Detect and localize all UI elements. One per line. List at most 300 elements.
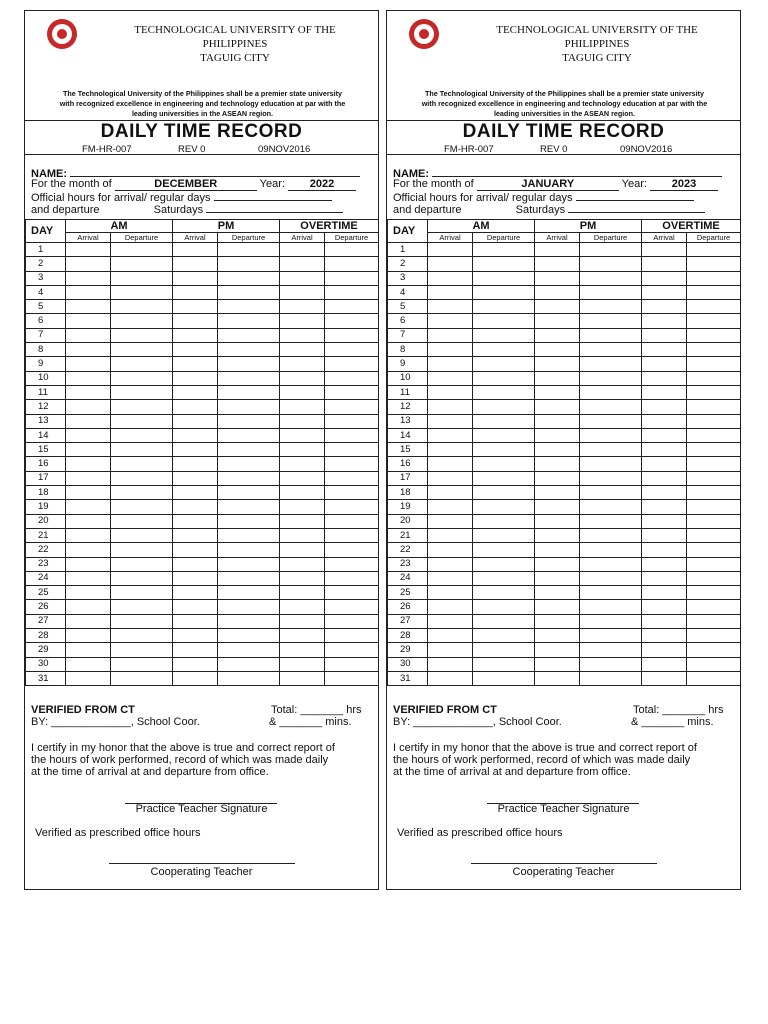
time-entry-cell[interactable] — [280, 543, 325, 557]
time-entry-cell[interactable] — [173, 486, 218, 500]
cooperating-teacher-signature-line[interactable] — [471, 863, 657, 864]
time-entry-cell[interactable] — [280, 571, 325, 585]
time-entry-cell[interactable] — [66, 600, 111, 614]
time-entry-cell[interactable] — [473, 557, 535, 571]
saturdays-field[interactable] — [206, 202, 343, 213]
time-entry-cell[interactable] — [173, 600, 218, 614]
time-entry-cell[interactable] — [535, 614, 580, 628]
time-entry-cell[interactable] — [687, 471, 741, 485]
time-entry-cell[interactable] — [642, 543, 687, 557]
time-entry-cell[interactable] — [580, 571, 642, 585]
time-entry-cell[interactable] — [173, 357, 218, 371]
time-entry-cell[interactable] — [173, 657, 218, 671]
time-entry-cell[interactable] — [535, 285, 580, 299]
time-entry-cell[interactable] — [580, 357, 642, 371]
time-entry-cell[interactable] — [473, 514, 535, 528]
time-entry-cell[interactable] — [66, 486, 111, 500]
time-entry-cell[interactable] — [66, 357, 111, 371]
time-entry-cell[interactable] — [535, 385, 580, 399]
time-entry-cell[interactable] — [580, 343, 642, 357]
time-entry-cell[interactable] — [428, 557, 473, 571]
time-entry-cell[interactable] — [173, 643, 218, 657]
time-entry-cell[interactable] — [325, 486, 379, 500]
time-entry-cell[interactable] — [428, 414, 473, 428]
time-entry-cell[interactable] — [173, 414, 218, 428]
time-entry-cell[interactable] — [111, 257, 173, 271]
time-entry-cell[interactable] — [111, 414, 173, 428]
time-entry-cell[interactable] — [218, 557, 280, 571]
time-entry-cell[interactable] — [428, 257, 473, 271]
time-entry-cell[interactable] — [111, 657, 173, 671]
time-entry-cell[interactable] — [325, 514, 379, 528]
time-entry-cell[interactable] — [280, 514, 325, 528]
time-entry-cell[interactable] — [642, 557, 687, 571]
regular-days-field[interactable] — [214, 190, 332, 201]
time-entry-cell[interactable] — [687, 643, 741, 657]
time-entry-cell[interactable] — [642, 471, 687, 485]
time-entry-cell[interactable] — [218, 528, 280, 542]
time-entry-cell[interactable] — [687, 500, 741, 514]
time-entry-cell[interactable] — [473, 500, 535, 514]
time-entry-cell[interactable] — [111, 600, 173, 614]
time-entry-cell[interactable] — [218, 357, 280, 371]
time-entry-cell[interactable] — [580, 300, 642, 314]
time-entry-cell[interactable] — [473, 414, 535, 428]
time-entry-cell[interactable] — [66, 385, 111, 399]
time-entry-cell[interactable] — [218, 586, 280, 600]
time-entry-cell[interactable] — [428, 271, 473, 285]
time-entry-cell[interactable] — [535, 343, 580, 357]
time-entry-cell[interactable] — [687, 614, 741, 628]
time-entry-cell[interactable] — [111, 357, 173, 371]
time-entry-cell[interactable] — [325, 471, 379, 485]
time-entry-cell[interactable] — [642, 371, 687, 385]
time-entry-cell[interactable] — [428, 400, 473, 414]
time-entry-cell[interactable] — [473, 657, 535, 671]
time-entry-cell[interactable] — [325, 443, 379, 457]
time-entry-cell[interactable] — [173, 243, 218, 257]
time-entry-cell[interactable] — [280, 614, 325, 628]
time-entry-cell[interactable] — [66, 457, 111, 471]
time-entry-cell[interactable] — [111, 314, 173, 328]
time-entry-cell[interactable] — [535, 571, 580, 585]
time-entry-cell[interactable] — [642, 414, 687, 428]
time-entry-cell[interactable] — [642, 385, 687, 399]
time-entry-cell[interactable] — [280, 357, 325, 371]
time-entry-cell[interactable] — [111, 428, 173, 442]
month-value[interactable]: JANUARY — [477, 179, 619, 191]
time-entry-cell[interactable] — [280, 343, 325, 357]
time-entry-cell[interactable] — [535, 643, 580, 657]
time-entry-cell[interactable] — [535, 514, 580, 528]
time-entry-cell[interactable] — [428, 629, 473, 643]
time-entry-cell[interactable] — [642, 586, 687, 600]
time-entry-cell[interactable] — [535, 471, 580, 485]
time-entry-cell[interactable] — [642, 300, 687, 314]
saturdays-field[interactable] — [568, 202, 705, 213]
time-entry-cell[interactable] — [580, 614, 642, 628]
time-entry-cell[interactable] — [111, 471, 173, 485]
time-entry-cell[interactable] — [535, 671, 580, 685]
time-entry-cell[interactable] — [280, 629, 325, 643]
time-entry-cell[interactable] — [325, 657, 379, 671]
time-entry-cell[interactable] — [325, 257, 379, 271]
time-entry-cell[interactable] — [687, 400, 741, 414]
time-entry-cell[interactable] — [66, 428, 111, 442]
time-entry-cell[interactable] — [325, 314, 379, 328]
time-entry-cell[interactable] — [173, 443, 218, 457]
time-entry-cell[interactable] — [111, 528, 173, 542]
time-entry-cell[interactable] — [642, 257, 687, 271]
time-entry-cell[interactable] — [66, 414, 111, 428]
time-entry-cell[interactable] — [580, 400, 642, 414]
time-entry-cell[interactable] — [687, 600, 741, 614]
time-entry-cell[interactable] — [325, 600, 379, 614]
time-entry-cell[interactable] — [111, 486, 173, 500]
time-entry-cell[interactable] — [580, 557, 642, 571]
time-entry-cell[interactable] — [280, 528, 325, 542]
time-entry-cell[interactable] — [218, 343, 280, 357]
time-entry-cell[interactable] — [280, 285, 325, 299]
time-entry-cell[interactable] — [173, 343, 218, 357]
time-entry-cell[interactable] — [580, 371, 642, 385]
time-entry-cell[interactable] — [280, 243, 325, 257]
time-entry-cell[interactable] — [687, 671, 741, 685]
time-entry-cell[interactable] — [66, 471, 111, 485]
time-entry-cell[interactable] — [428, 371, 473, 385]
time-entry-cell[interactable] — [325, 500, 379, 514]
time-entry-cell[interactable] — [218, 671, 280, 685]
time-entry-cell[interactable] — [218, 300, 280, 314]
time-entry-cell[interactable] — [535, 428, 580, 442]
time-entry-cell[interactable] — [173, 285, 218, 299]
time-entry-cell[interactable] — [173, 300, 218, 314]
time-entry-cell[interactable] — [111, 285, 173, 299]
time-entry-cell[interactable] — [325, 643, 379, 657]
time-entry-cell[interactable] — [218, 257, 280, 271]
time-entry-cell[interactable] — [535, 486, 580, 500]
time-entry-cell[interactable] — [325, 414, 379, 428]
time-entry-cell[interactable] — [580, 528, 642, 542]
time-entry-cell[interactable] — [66, 586, 111, 600]
time-entry-cell[interactable] — [580, 314, 642, 328]
time-entry-cell[interactable] — [428, 457, 473, 471]
time-entry-cell[interactable] — [580, 428, 642, 442]
time-entry-cell[interactable] — [280, 657, 325, 671]
time-entry-cell[interactable] — [173, 629, 218, 643]
time-entry-cell[interactable] — [580, 328, 642, 342]
time-entry-cell[interactable] — [325, 300, 379, 314]
time-entry-cell[interactable] — [325, 528, 379, 542]
time-entry-cell[interactable] — [325, 543, 379, 557]
time-entry-cell[interactable] — [687, 257, 741, 271]
time-entry-cell[interactable] — [687, 543, 741, 557]
time-entry-cell[interactable] — [535, 357, 580, 371]
time-entry-cell[interactable] — [111, 328, 173, 342]
time-entry-cell[interactable] — [280, 643, 325, 657]
time-entry-cell[interactable] — [687, 486, 741, 500]
time-entry-cell[interactable] — [642, 643, 687, 657]
time-entry-cell[interactable] — [473, 571, 535, 585]
time-entry-cell[interactable] — [173, 614, 218, 628]
time-entry-cell[interactable] — [642, 657, 687, 671]
time-entry-cell[interactable] — [535, 528, 580, 542]
time-entry-cell[interactable] — [428, 343, 473, 357]
time-entry-cell[interactable] — [473, 257, 535, 271]
time-entry-cell[interactable] — [580, 486, 642, 500]
time-entry-cell[interactable] — [642, 600, 687, 614]
time-entry-cell[interactable] — [687, 285, 741, 299]
time-entry-cell[interactable] — [218, 571, 280, 585]
time-entry-cell[interactable] — [535, 557, 580, 571]
time-entry-cell[interactable] — [580, 285, 642, 299]
time-entry-cell[interactable] — [173, 457, 218, 471]
time-entry-cell[interactable] — [428, 243, 473, 257]
time-entry-cell[interactable] — [428, 500, 473, 514]
time-entry-cell[interactable] — [111, 400, 173, 414]
time-entry-cell[interactable] — [173, 671, 218, 685]
time-entry-cell[interactable] — [66, 243, 111, 257]
time-entry-cell[interactable] — [580, 457, 642, 471]
time-entry-cell[interactable] — [642, 343, 687, 357]
time-entry-cell[interactable] — [642, 328, 687, 342]
time-entry-cell[interactable] — [687, 586, 741, 600]
time-entry-cell[interactable] — [687, 414, 741, 428]
time-entry-cell[interactable] — [66, 571, 111, 585]
time-entry-cell[interactable] — [66, 643, 111, 657]
time-entry-cell[interactable] — [111, 614, 173, 628]
time-entry-cell[interactable] — [580, 385, 642, 399]
time-entry-cell[interactable] — [280, 271, 325, 285]
time-entry-cell[interactable] — [218, 328, 280, 342]
time-entry-cell[interactable] — [218, 428, 280, 442]
time-entry-cell[interactable] — [535, 314, 580, 328]
time-entry-cell[interactable] — [173, 314, 218, 328]
time-entry-cell[interactable] — [473, 343, 535, 357]
time-entry-cell[interactable] — [580, 257, 642, 271]
time-entry-cell[interactable] — [473, 285, 535, 299]
time-entry-cell[interactable] — [280, 671, 325, 685]
time-entry-cell[interactable] — [218, 543, 280, 557]
time-entry-cell[interactable] — [535, 243, 580, 257]
time-entry-cell[interactable] — [325, 571, 379, 585]
time-entry-cell[interactable] — [580, 657, 642, 671]
time-entry-cell[interactable] — [642, 614, 687, 628]
time-entry-cell[interactable] — [428, 614, 473, 628]
name-field[interactable] — [432, 166, 722, 177]
time-entry-cell[interactable] — [687, 314, 741, 328]
time-entry-cell[interactable] — [218, 414, 280, 428]
time-entry-cell[interactable] — [280, 557, 325, 571]
time-entry-cell[interactable] — [687, 385, 741, 399]
time-entry-cell[interactable] — [687, 428, 741, 442]
time-entry-cell[interactable] — [111, 443, 173, 457]
time-entry-cell[interactable] — [687, 528, 741, 542]
time-entry-cell[interactable] — [111, 514, 173, 528]
time-entry-cell[interactable] — [687, 328, 741, 342]
time-entry-cell[interactable] — [280, 257, 325, 271]
time-entry-cell[interactable] — [325, 629, 379, 643]
time-entry-cell[interactable] — [66, 543, 111, 557]
time-entry-cell[interactable] — [173, 385, 218, 399]
time-entry-cell[interactable] — [428, 285, 473, 299]
time-entry-cell[interactable] — [687, 371, 741, 385]
time-entry-cell[interactable] — [173, 328, 218, 342]
time-entry-cell[interactable] — [473, 486, 535, 500]
time-entry-cell[interactable] — [111, 643, 173, 657]
time-entry-cell[interactable] — [580, 586, 642, 600]
time-entry-cell[interactable] — [687, 557, 741, 571]
time-entry-cell[interactable] — [325, 285, 379, 299]
time-entry-cell[interactable] — [580, 271, 642, 285]
time-entry-cell[interactable] — [473, 314, 535, 328]
time-entry-cell[interactable] — [428, 357, 473, 371]
time-entry-cell[interactable] — [428, 471, 473, 485]
time-entry-cell[interactable] — [173, 500, 218, 514]
time-entry-cell[interactable] — [428, 571, 473, 585]
time-entry-cell[interactable] — [280, 328, 325, 342]
time-entry-cell[interactable] — [111, 385, 173, 399]
time-entry-cell[interactable] — [535, 457, 580, 471]
time-entry-cell[interactable] — [473, 629, 535, 643]
time-entry-cell[interactable] — [173, 557, 218, 571]
time-entry-cell[interactable] — [218, 514, 280, 528]
time-entry-cell[interactable] — [580, 243, 642, 257]
time-entry-cell[interactable] — [642, 243, 687, 257]
time-entry-cell[interactable] — [66, 257, 111, 271]
time-entry-cell[interactable] — [428, 328, 473, 342]
time-entry-cell[interactable] — [280, 443, 325, 457]
time-entry-cell[interactable] — [280, 600, 325, 614]
time-entry-cell[interactable] — [325, 385, 379, 399]
time-entry-cell[interactable] — [428, 586, 473, 600]
time-entry-cell[interactable] — [218, 600, 280, 614]
time-entry-cell[interactable] — [111, 571, 173, 585]
time-entry-cell[interactable] — [280, 586, 325, 600]
time-entry-cell[interactable] — [473, 328, 535, 342]
time-entry-cell[interactable] — [325, 400, 379, 414]
time-entry-cell[interactable] — [325, 343, 379, 357]
time-entry-cell[interactable] — [687, 443, 741, 457]
time-entry-cell[interactable] — [218, 471, 280, 485]
time-entry-cell[interactable] — [580, 500, 642, 514]
time-entry-cell[interactable] — [66, 629, 111, 643]
time-entry-cell[interactable] — [580, 514, 642, 528]
time-entry-cell[interactable] — [173, 400, 218, 414]
time-entry-cell[interactable] — [535, 371, 580, 385]
time-entry-cell[interactable] — [111, 300, 173, 314]
time-entry-cell[interactable] — [428, 514, 473, 528]
cooperating-teacher-signature-line[interactable] — [109, 863, 295, 864]
time-entry-cell[interactable] — [535, 328, 580, 342]
time-entry-cell[interactable] — [111, 543, 173, 557]
time-entry-cell[interactable] — [473, 357, 535, 371]
time-entry-cell[interactable] — [173, 371, 218, 385]
time-entry-cell[interactable] — [280, 486, 325, 500]
time-entry-cell[interactable] — [687, 243, 741, 257]
time-entry-cell[interactable] — [218, 371, 280, 385]
time-entry-cell[interactable] — [280, 500, 325, 514]
time-entry-cell[interactable] — [66, 528, 111, 542]
time-entry-cell[interactable] — [535, 629, 580, 643]
time-entry-cell[interactable] — [642, 443, 687, 457]
time-entry-cell[interactable] — [218, 657, 280, 671]
time-entry-cell[interactable] — [473, 271, 535, 285]
time-entry-cell[interactable] — [218, 629, 280, 643]
time-entry-cell[interactable] — [473, 371, 535, 385]
time-entry-cell[interactable] — [111, 671, 173, 685]
time-entry-cell[interactable] — [687, 571, 741, 585]
time-entry-cell[interactable] — [473, 643, 535, 657]
time-entry-cell[interactable] — [325, 371, 379, 385]
time-entry-cell[interactable] — [473, 471, 535, 485]
time-entry-cell[interactable] — [428, 385, 473, 399]
time-entry-cell[interactable] — [66, 271, 111, 285]
time-entry-cell[interactable] — [642, 486, 687, 500]
time-entry-cell[interactable] — [173, 586, 218, 600]
time-entry-cell[interactable] — [642, 629, 687, 643]
time-entry-cell[interactable] — [66, 657, 111, 671]
time-entry-cell[interactable] — [218, 486, 280, 500]
time-entry-cell[interactable] — [428, 528, 473, 542]
time-entry-cell[interactable] — [642, 457, 687, 471]
time-entry-cell[interactable] — [173, 271, 218, 285]
time-entry-cell[interactable] — [66, 614, 111, 628]
time-entry-cell[interactable] — [218, 314, 280, 328]
time-entry-cell[interactable] — [642, 357, 687, 371]
time-entry-cell[interactable] — [473, 300, 535, 314]
time-entry-cell[interactable] — [66, 300, 111, 314]
time-entry-cell[interactable] — [66, 443, 111, 457]
time-entry-cell[interactable] — [535, 300, 580, 314]
time-entry-cell[interactable] — [218, 614, 280, 628]
time-entry-cell[interactable] — [325, 586, 379, 600]
time-entry-cell[interactable] — [428, 314, 473, 328]
time-entry-cell[interactable] — [173, 543, 218, 557]
time-entry-cell[interactable] — [580, 629, 642, 643]
time-entry-cell[interactable] — [473, 543, 535, 557]
time-entry-cell[interactable] — [66, 285, 111, 299]
time-entry-cell[interactable] — [428, 671, 473, 685]
time-entry-cell[interactable] — [111, 371, 173, 385]
time-entry-cell[interactable] — [535, 443, 580, 457]
time-entry-cell[interactable] — [473, 243, 535, 257]
time-entry-cell[interactable] — [280, 457, 325, 471]
time-entry-cell[interactable] — [218, 243, 280, 257]
time-entry-cell[interactable] — [580, 543, 642, 557]
time-entry-cell[interactable] — [535, 414, 580, 428]
time-entry-cell[interactable] — [428, 657, 473, 671]
time-entry-cell[interactable] — [642, 271, 687, 285]
time-entry-cell[interactable] — [580, 643, 642, 657]
time-entry-cell[interactable] — [325, 428, 379, 442]
time-entry-cell[interactable] — [111, 343, 173, 357]
time-entry-cell[interactable] — [111, 557, 173, 571]
time-entry-cell[interactable] — [642, 400, 687, 414]
time-entry-cell[interactable] — [218, 443, 280, 457]
time-entry-cell[interactable] — [218, 500, 280, 514]
time-entry-cell[interactable] — [325, 243, 379, 257]
time-entry-cell[interactable] — [687, 514, 741, 528]
time-entry-cell[interactable] — [535, 257, 580, 271]
time-entry-cell[interactable] — [580, 471, 642, 485]
time-entry-cell[interactable] — [280, 314, 325, 328]
time-entry-cell[interactable] — [280, 414, 325, 428]
time-entry-cell[interactable] — [473, 671, 535, 685]
time-entry-cell[interactable] — [535, 271, 580, 285]
time-entry-cell[interactable] — [325, 671, 379, 685]
time-entry-cell[interactable] — [428, 543, 473, 557]
